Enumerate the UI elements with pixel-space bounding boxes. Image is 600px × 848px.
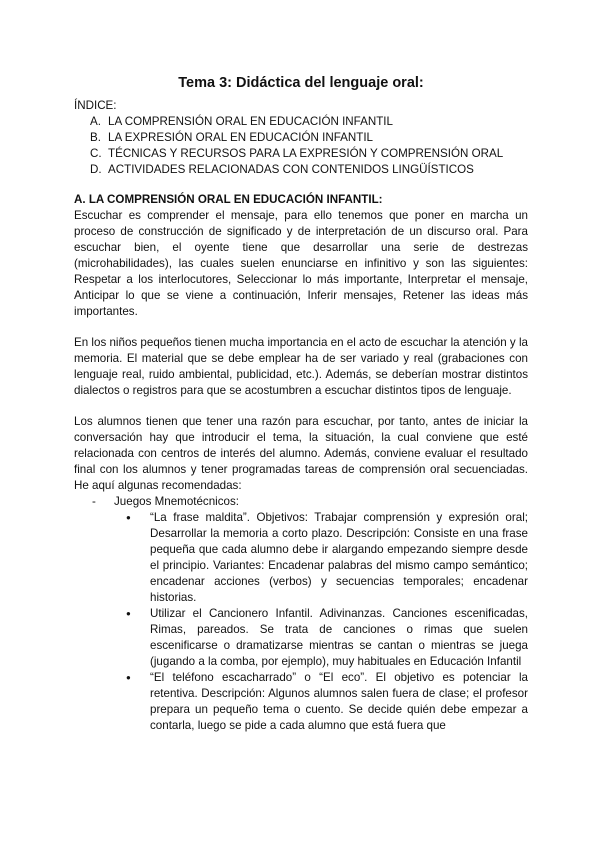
bullet-text: “La frase maldita”. Objetivos: Trabajar comprensión y expresión oral; Desarrollar la memoria a corto plazo. Descripción: Consiste en una frase pequeña que cada alumno debe ir alargando empezando siempre desde el principio. Variantes: Encadenar palabras del mismo campo semántico; encadenar acciones (verbos) y secuencias temporales; encadenar historias. (150, 511, 528, 604)
paragraph: Escuchar es comprender el mensaje, para ello tenemos que poner en marcha un proceso de construcción de significado y de interpretación de un discurso oral. Para escuchar bien, el oyente tiene que desarrollar una serie de destrezas (microhabilidades), las cuales suelen enunciarse en infinitivo y son las siguientes: Respetar a los interlocutores, Seleccionar lo más importante, Interpretar el mensaje, Anticipar lo que se viene a continuación, Inferir mensajes, Retener las ideas más importantes. (74, 209, 528, 318)
bullet-text: “El teléfono escacharrado” o “El eco”. El objetivo es potenciar la retentiva. Descripción: Algunos alumnos salen fuera de clase; el profesor prepara un pequeño tema o cuento. Se decide quién debe empezar a contarla, luego se pide a cada alumno que está fuera que (150, 671, 528, 732)
index-list (74, 114, 528, 178)
index-marker: D. (90, 163, 102, 176)
bullet-item (126, 670, 528, 734)
paragraph: En los niños pequeños tienen mucha importancia en el acto de escuchar la atención y la memoria. El material que se debe emplear ha de ser variado y real (grabaciones con lenguaje real, ruido ambiental, publicidad, etc.). Además, se deberían mostrar distintos dialectos o registros para que se acostumbren a escuchar distintos tipos de lenguaje. (74, 336, 528, 397)
bullet-item (126, 606, 528, 670)
bullet-list (126, 510, 528, 734)
index-text: LA EXPRESIÓN ORAL EN EDUCACIÓN INFANTIL (108, 131, 374, 144)
dash-list-item (74, 494, 528, 510)
index-marker: B. (90, 131, 101, 144)
index-marker: C. (90, 147, 102, 160)
index-item (90, 130, 528, 146)
index-marker: A. (90, 115, 101, 128)
index-text: LA COMPRENSIÓN ORAL EN EDUCACIÓN INFANTIL (108, 115, 393, 128)
bullet-text: Utilizar el Cancionero Infantil. Adivinanzas. Canciones escenificadas, Rimas, pareados. Se trata de canciones o rimas que suelen escenificarse o dramatizarse mientras se cantan o mientras se juega (jugando a la comba, por ejemplo), muy habituales en Educación Infantil (150, 607, 528, 668)
section-a-heading: A. LA COMPRENSIÓN ORAL EN EDUCACIÓN INFANTIL: (74, 193, 383, 206)
bullet-icon: ● (126, 673, 131, 682)
page-content (74, 74, 528, 734)
index-item (90, 114, 528, 130)
dash-item-text: Juegos Mnemotécnicos: (114, 495, 240, 508)
bullet-icon: ● (126, 609, 131, 618)
index-item (90, 146, 528, 162)
bullet-icon: ● (126, 513, 131, 522)
document-title: Tema 3: Didáctica del lenguaje oral: (178, 75, 424, 91)
dash-marker: - (92, 495, 96, 508)
paragraph: Los alumnos tienen que tener una razón para escuchar, por tanto, antes de iniciar la conversación hay que introducir el tema, la situación, la cual conviene que esté relacionada con centros de interés del alumno. Además, conviene evaluar el resultado final con los alumnos y tener programadas tareas de comprensión oral secuenciadas. He aquí algunas recomendadas: (74, 415, 528, 492)
index-item (90, 162, 528, 178)
spacer (74, 399, 528, 414)
index-heading: ÍNDICE: (74, 99, 117, 112)
spacer (74, 320, 528, 335)
bullet-item (126, 510, 528, 606)
index-text: TÉCNICAS Y RECURSOS PARA LA EXPRESIÓN Y COMPRENSIÓN ORAL (108, 147, 504, 160)
index-text: ACTIVIDADES RELACIONADAS CON CONTENIDOS LINGÜÍSTICOS (108, 163, 474, 176)
